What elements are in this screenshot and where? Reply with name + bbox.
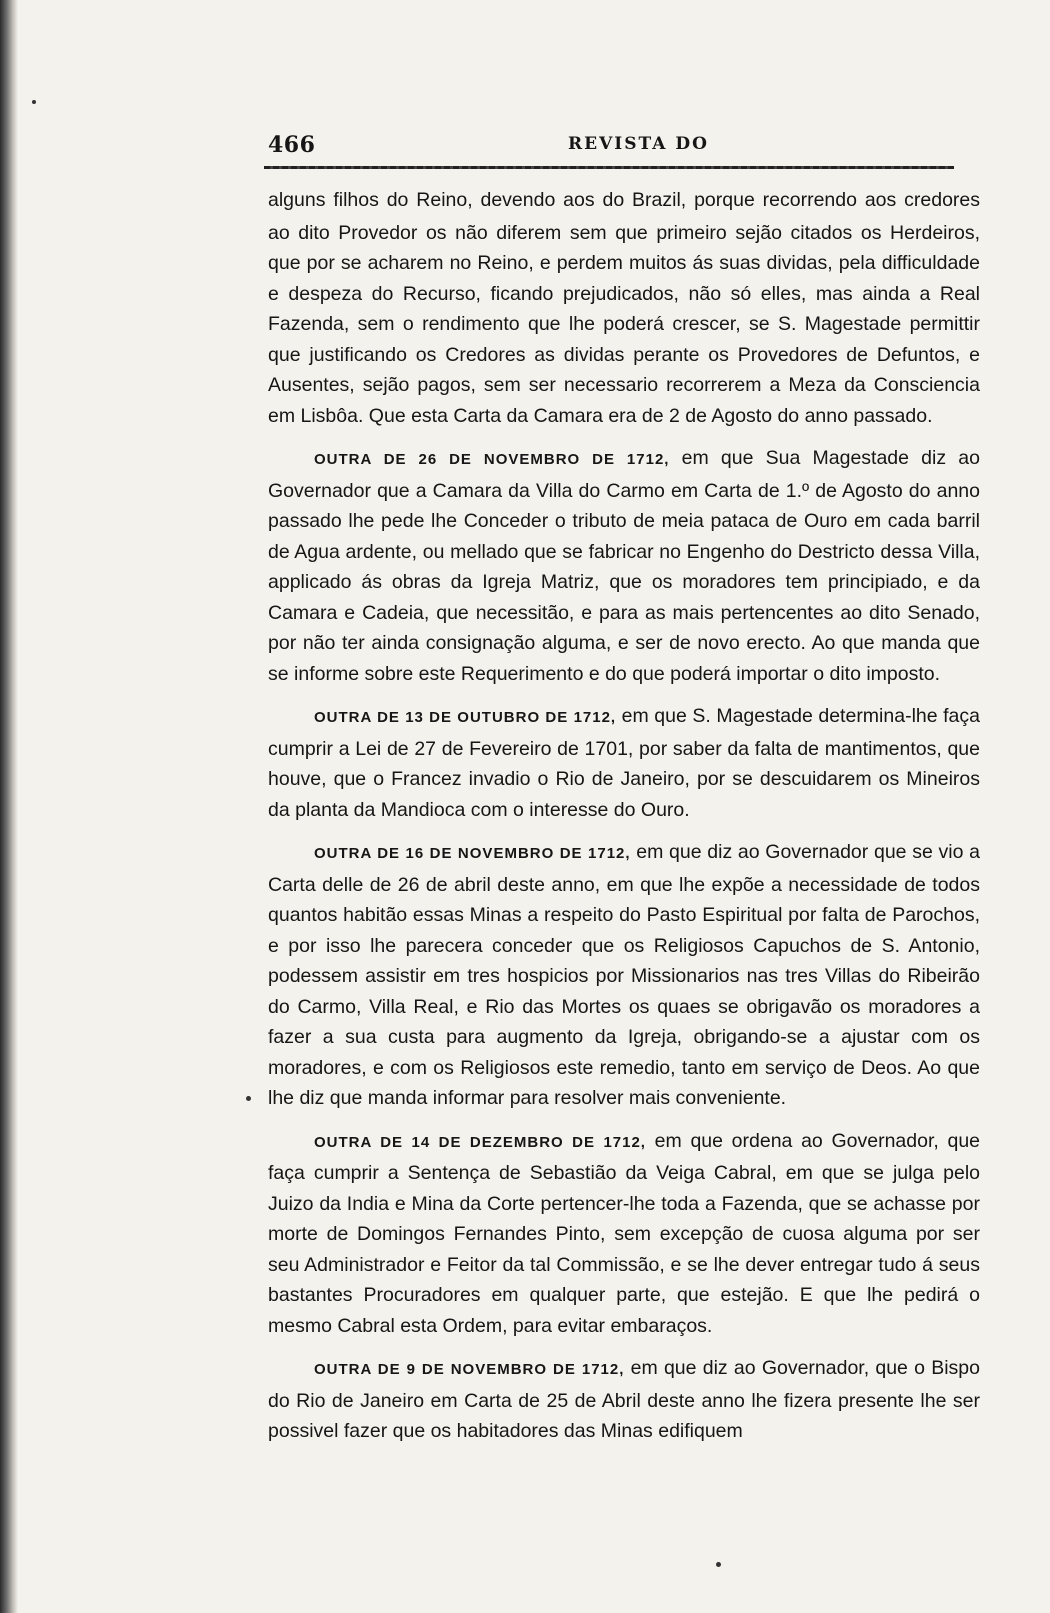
paragraph-text: em que Sua Magestade diz ao Governador que a Camara da Villa do Carmo em Carta de 1.º de Agosto do anno passado lhe pede lhe Conceder o tributo de meia pataca de Ouro em cada barril de Agua ardente, ou mellado que se fabricar no Engenho do Destricto dessa Villa, applicado ás obras da Igreja Matriz, que os moradores tem principiado, e da Camara e Cadeia, que necessitão, e para as mais pertencentes ao dito Senado, por não ter ainda consignação alguma, e ser de novo erecto. Ao que manda que se informe sobre este Requerimento e do que poderá importar o dito imposto.: [268, 447, 980, 685]
ink-speck: [32, 100, 36, 104]
entry-heading: OUTRA DE 13 DE OUTUBRO DE 1712,: [314, 709, 617, 726]
ink-speck: [246, 1096, 251, 1101]
paragraph-text: alguns filhos do Reino, devendo aos do Brazil, porque recorrendo aos credores ao dito Provedor os não diferem sem que primeiro sejão citados os Herdeiros, que por se acharem no Reino, e perdem muitos ás suas dividas, pela difficuldade e despeza do Recurso, ficando prejudicados, não só elles, mas ainda a Real Fazenda, sem o rendimento que lhe poderá crescer, se S. Magestade permittir que justificando os Credores as dividas perante os Provedores de Defuntos, e Ausentes, sejão pagos, sem ser necessario recorrerem a Meza da Consciencia em Lisbôa. Que esta Carta da Camara era de 2 de Agosto do anno passado.: [268, 189, 980, 427]
paragraph: [268, 1353, 980, 1447]
book-page: [268, 128, 980, 1459]
paragraph: [268, 837, 980, 1114]
entry-heading: OUTRA DE 16 DE NOVEMBRO DE 1712,: [314, 845, 631, 862]
entry-heading: OUTRA DE 14 DE DEZEMBRO DE 1712,: [314, 1133, 646, 1151]
paragraph: [268, 185, 980, 431]
paragraph-text: em que diz ao Governador que se vio a Carta delle de 26 de abril deste anno, em que lhe expõe a necessidade de todos quantos habitão essas Minas a respeito do Pasto Espiritual por falta de Parochos, e por isso lhe parecera conceder que os Religiosos Capuchos de S. Antonio, podessem assistir em tres hospicios por Missionarios nas tres Villas do Ribeirão do Carmo, Villa Real, e Rio das Mortes os quaes se obrigavão os moradores a fazer a sua custa para augmento da Igreja, obrigando-se a ajustar com os moradores, e com os Religiosos este remedio, tanto em serviço de Deos. Ao que lhe diz que manda informar para resolver mais conveniente.: [268, 841, 980, 1109]
paragraph: [268, 1126, 980, 1342]
entry-heading: OUTRA DE 9 DE NOVEMBRO DE 1712,: [314, 1361, 625, 1378]
paragraph-text: em que S. Magestade determina-lhe faça cumprir a Lei de 27 de Fevereiro de 1701, por saber da falta de mantimentos, que houve, que o Francez invadio o Rio de Janeiro, por se descuidarem os Mineiros da planta da Mandioca com o interesse do Ouro.: [268, 705, 980, 821]
running-head: [268, 128, 980, 162]
binding-shadow: [0, 0, 18, 1613]
entry-heading: OUTRA DE 26 DE NOVEMBRO DE 1712,: [314, 451, 670, 468]
paragraph-text: em que diz ao Governador, que o Bispo do Rio de Janeiro em Carta de 25 de Abril deste anno lhe fizera presente lhe ser possivel fazer que os habitadores das Minas edifiquem: [268, 1357, 980, 1442]
paragraph-text: em que ordena ao Governador, que faça cumprir a Sentença de Sebastião da Veiga Cabral, em que se julga pelo Juizo da India e Mina da Corte pertencer-lhe toda a Fazenda, que se achasse por morte de Domingos Fernandes Pinto, sem excepção de cuosa alguma por ser seu Administrador e Feitor da tal Commissão, e se lhe dever entregar tudo á seus bastantes Procuradores em qualquer parte, que estejão. E que lhe pedirá o mesmo Cabral esta Ordem, para evitar embaraços.: [268, 1129, 981, 1337]
ink-speck: [716, 1562, 721, 1567]
page-number: 466: [268, 132, 316, 158]
body-text: [268, 185, 980, 1447]
header-rule: [264, 166, 954, 169]
paragraph: [268, 443, 980, 689]
journal-title: REVISTA DO: [568, 134, 709, 154]
paragraph: [268, 701, 980, 825]
